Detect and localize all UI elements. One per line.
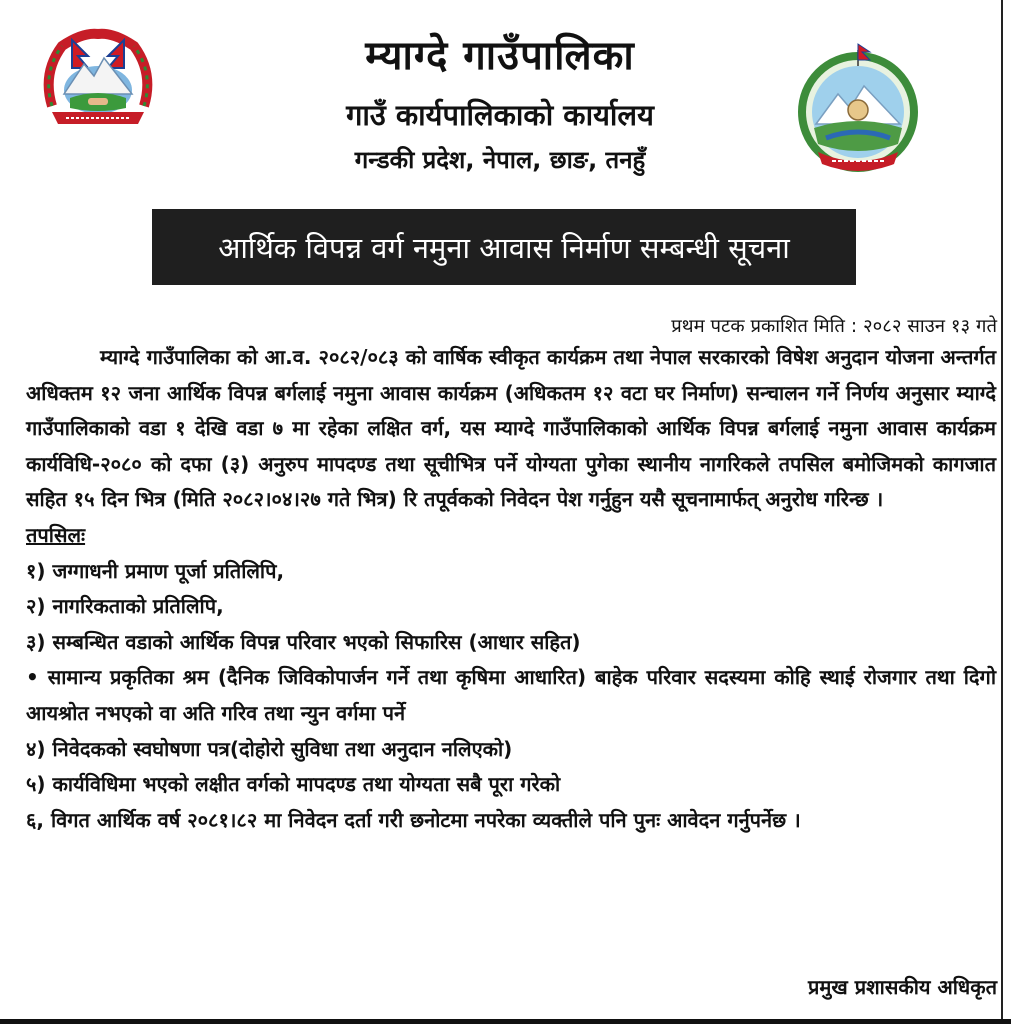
nepal-coat-of-arms-icon: [38, 28, 158, 128]
published-date: प्रथम पटक प्रकाशित मिति : २०८२ साउन १३ गते: [671, 316, 997, 337]
list-item: १) जग्गाधनी प्रमाण पूर्जा प्रतिलिपि,: [26, 558, 285, 583]
notice-title: आर्थिक विपन्न वर्ग नमुना आवास निर्माण सम्बन्धी सूचना: [218, 230, 790, 265]
main-paragraph: म्याग्दे गाउँपालिका को आ.व. २०८२/०८३ को वार्षिक स्वीकृत कार्यक्रम तथा नेपाल सरकारको विषेश अनुदान योजना अन्तर्गत अधिक्तम १२ जना आर्थिक विपन्न बर्गलाई नमुना आवास कार्यक्रम (अधिकतम १२ वटा घर निर्माण) सन्चालन गर्ने निर्णय अनुसार म्याग्दे गाउँपालिकाको वडा १ देखि वडा ७ मा रहेका लक्षित वर्ग, यस म्याग्दे गाउँपालिकाको आर्थिक विपन्न बर्गलाई नमुना आवास कार्यक्रम कार्यविधि-२०८० को दफा (३) अनुरुप मापदण्ड तथा सूचीभित्र पर्ने योग्यता पुगेका स्थानीय नागरिकले तपसिल बमोजिमको कागजात सहित १५ दिन भित्र (मिति २०८२।०४।२७ गते भित्र) रि तपूर्वकको निवेदन पेश गर्नुहुन यसै सूचनामार्फत् अनुरोध गरिन्छ ।: [26, 345, 996, 512]
notice-title-banner: [152, 209, 856, 285]
bottom-rule: [0, 1019, 1011, 1024]
list-item: • सामान्य प्रकृतिका श्रम (दैनिक जिविकोपार्जन गर्ने तथा कृषिमा आधारित) बाहेक परिवार सदस्यमा कोहि स्थाई रोजगार तथा दिगो आयश्रोत नभएको वा अति गरिव तथा न्युन वर्गमा पर्ने: [26, 665, 996, 725]
notice-body: [26, 340, 996, 838]
office-subtitle: गाउँ कार्यपालिकाको कार्यालय: [346, 98, 654, 132]
list-item: ६, विगत आर्थिक वर्ष २०८१।८२ मा निवेदन दर्ता गरी छनोटमा नपरेका व्यक्तीले पनि पुनः आवेदन गर्नुपर्नेछ ।: [26, 807, 801, 832]
tapsil-heading: तपसिलः: [26, 522, 86, 547]
office-address: गन्डकी प्रदेश, नेपाल, छाङ, तनहुँ: [354, 146, 646, 174]
list-item: २) नागरिकताको प्रतिलिपि,: [26, 594, 224, 619]
list-item: ३) सम्बन्धित वडाको आर्थिक विपन्न परिवार भएको सिफारिस (आधार सहित): [26, 629, 581, 654]
office-name: म्याग्दे गाउँपालिका: [365, 33, 635, 79]
list-item: ५) कार्यविधिमा भएको लक्षीत वर्गको मापदण्ड तथा योग्यता सबै पूरा गरेको: [26, 772, 561, 797]
list-item: ४) निवेदकको स्वघोषणा पत्र(दोहोरो सुविधा तथा अनुदान नलिएको): [26, 736, 513, 761]
signature-title: प्रमुख प्रशासकीय अधिकृत: [808, 975, 997, 999]
